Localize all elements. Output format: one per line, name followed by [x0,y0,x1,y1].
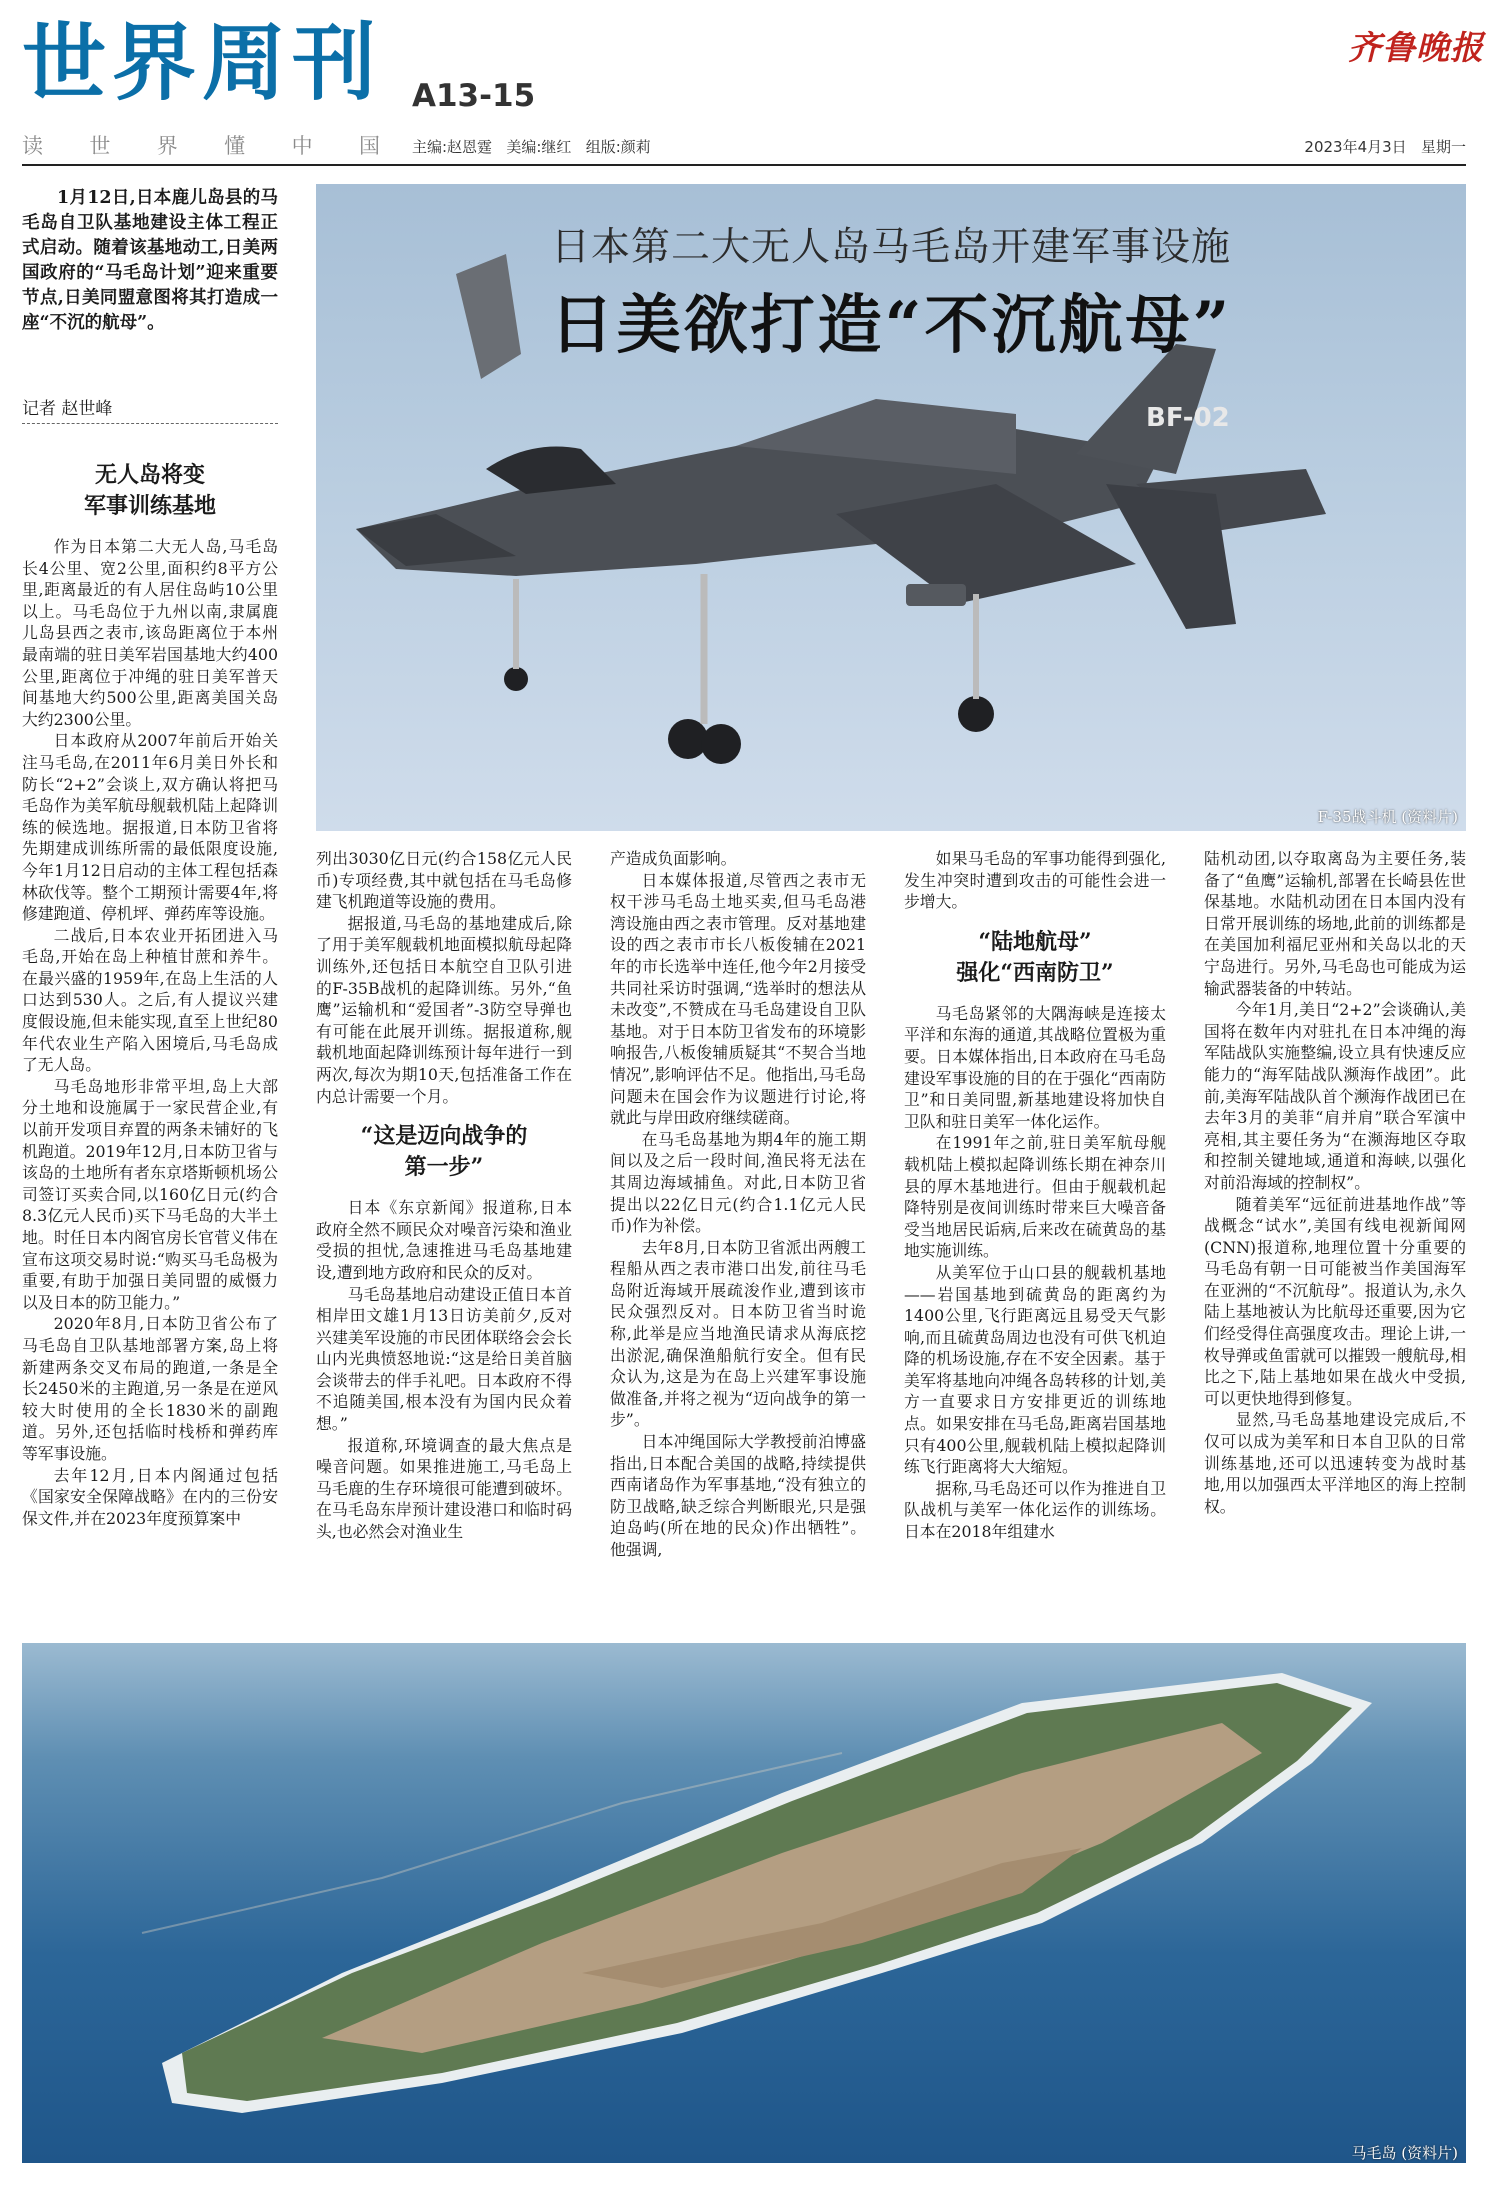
article-paragraph: 去年8月,日本防卫省派出两艘工程船从西之表市港口出发,前往马毛岛附近海域开展疏浚作业,遭到该市民众强烈反对。日本防卫省当时诡称,此举是应当地渔民请求从海底挖出淤泥,确保渔船航行安全。但有民众认为,这是为在岛上兴建军事设施做准备,并将之视为“迈向战争的第一步”。 [610,1237,866,1430]
article-paragraph: 在马毛岛基地为期4年的施工期间以及之后一段时间,渔民将无法在其周边海域捕鱼。对此,日本防卫省提出以22亿日元(约合1.1亿元人民币)作为补偿。 [610,1129,866,1236]
tagline-char: 读 [22,134,43,158]
article-paragraph: 作为日本第二大无人岛,马毛岛长4公里、宽2公里,面积约8平方公里,距离最近的有人居住岛屿10公里以上。马毛岛位于九州以南,隶属鹿儿岛县西之表市,该岛距离位于本州最南端的驻日美军岩国基地大约400公里,距离位于冲绳的驻日美军普天间基地大约500公里,距离美国关岛大约2300公里。 [22,537,278,729]
article-paragraph: 陆机动团,以夺取离岛为主要任务,装备了“鱼鹰”运输机,部署在长崎县佐世保基地。水陆机动团在日本国内没有日常开展训练的场地,此前的训练都是在美国加利福尼亚州和关岛以北的天宁岛进行。另外,马毛岛也可能成为运输武器装备的中转站。 [1204,849,1466,998]
article-paragraph: 去年12月,日本内阁通过包括《国家安全保障战略》在内的三份安保文件,并在2023年度预算案中 [22,1465,278,1528]
tagline-char: 国 [358,134,380,158]
article-paragraph: 报道称,环境调查的最大焦点是噪音问题。如果推进施工,马毛岛上马毛鹿的生存环境很可能遭到破坏。在马毛岛东岸预计建设港口和临时码头,也必然会对渔业生 [316,1435,572,1542]
section-subheading: “这是迈向战争的 第一步” [360,1123,528,1181]
island-photo-caption: 马毛岛 (资料片) [1351,2144,1458,2162]
article-paragraph: 列出3030亿日元(约合158亿元人民币)专项经费,其中就包括在马毛岛修建飞机跑道等设施的费用。 [316,849,572,912]
tagline-char: 中 [291,134,313,158]
tagline-char: 懂 [224,134,246,158]
article-paragraph: 产造成负面影响。 [610,849,737,868]
article-paragraph: 据称,马毛岛还可以作为推进自卫队战机与美军一体化运作的训练场。日本在2018年组建水 [904,1478,1166,1542]
article-paragraph: 日本冲绳国际大学教授前泊博盛指出,日本配合美国的战略,持续提供西南诸岛作为军事基地,“没有独立的防卫战略,缺乏综合判断眼光,只是强迫岛屿(所在地的民众)作出牺牲”。他强调, [610,1432,866,1559]
article-paragraph: 马毛岛地形非常平坦,岛上大部分土地和设施属于一家民营企业,有以前开发项目弃置的两条未铺好的飞机跑道。2019年12月,日本防卫省与该岛的土地所有者东京塔斯顿机场公司签订买卖合同,以160亿日元(约合8.3亿元人民币)买下马毛岛的大半土地。时任日本内阁官房长官菅义伟在宣布这项交易时说:“购买马毛岛极为重要,有助于加强日美同盟的威慑力以及日本的防卫能力。” [22,1076,278,1312]
article-column-3 [610,848,866,1642]
article-paragraph: 日本政府从2007年前后开始关注马毛岛,在2011年6月美日外长和防长“2+2”会谈上,双方确认将把马毛岛作为美军航母舰载机陆上起降训练的候选地。据报道,日本防卫省将先期建成训练所需的最低限度设施,今年1月12日启动的主体工程包括森林砍伐等。整个工期预计需要4年,将修建跑道、停机坪、弹药库等设施。 [22,731,278,924]
tagline-char: 世 [89,134,111,158]
editor-credits: 主编:赵恩霆 美编:继红 组版:颜莉 [412,138,651,156]
section-subheading: 无人岛将变 军事训练基地 [83,462,216,519]
page-number: A13-15 [412,78,536,114]
island-illustration [22,1643,1466,2163]
headline-kicker: 日本第二大无人岛马毛岛开建军事设施 [550,225,1231,270]
article-column-2 [316,848,572,1642]
article-paragraph: 如果马毛岛的军事功能得到强化,发生冲突时遭到攻击的可能性会进一步增大。 [904,849,1166,912]
article-paragraph: 二战后,日本农业开拓团进入马毛岛,开始在岛上种植甘蔗和养牛。在最兴盛的1959年,在岛上生活的人口达到530人。之后,有人提议兴建度假设施,但未能实现,直至上世纪80年代农业生产陷入困境后,马毛岛成了无人岛。 [22,925,278,1075]
tagline-char: 界 [156,134,178,158]
article-paragraph: 马毛岛紧邻的大隅海峡是连接太平洋和东海的通道,其战略位置极为重要。日本媒体指出,日本政府在马毛岛建设军事设施的目的在于强化“西南防卫”和日美同盟,新基地建设将加快自卫队和驻日美军一体化运作。 [904,1003,1166,1131]
tagline [22,130,380,160]
jet-photo-caption: F-35战斗机 (资料片) [1317,808,1458,826]
article-paragraph: 显然,马毛岛基地建设完成后,不仅可以成为美军和日本自卫队的日常训练基地,还可以迅速转变为战时基地,用以加强西太平洋地区的海上控制权。 [1204,1410,1466,1516]
article-paragraph: 今年1月,美日“2+2”会谈确认,美国将在数年内对驻扎在日本冲绳的海军陆战队实施整编,设立具有快速反应能力的“海军陆战队濒海作战团”。此前,美海军陆战队首个濒海作战团已在去年3月的美菲“肩并肩”联合军演中亮相,其主要任务为“在濒海地区夺取和控制关键地域,通道和海峡,以强化对前沿海域的控制权”。 [1204,1000,1466,1192]
masthead-title: 世界周刊 [22,14,383,112]
newspaper-logo: 齐鲁晚报 [1348,28,1484,67]
article-paragraph: 随着美军“远征前进基地作战”等战概念“试水”,美国有线电视新闻网(CNN)报道称,地理位置十分重要的马毛岛有朝一日可能被当作美国海军在亚洲的“不沉航母”。报道认为,永久陆上基地被认为比航母还重要,因为它们经受得住高强度攻击。理论上讲,一枚导弹或鱼雷就可以摧毁一艘航母,相比之下,陆上基地如果在战火中受损,可以更快地得到修复。 [1204,1194,1466,1408]
article-paragraph: 在1991年之前,驻日美军航母舰载机陆上模拟起降训练长期在神奈川县的厚木基地进行。但由于舰载机起降特别是夜间训练时带来巨大噪音备受当地居民诟病,后来改在硫黄岛的基地实施训练。 [904,1133,1166,1261]
mageshima-island-photo [22,1643,1466,2163]
article-paragraph: 2020年8月,日本防卫省公布了马毛岛自卫队基地部署方案,岛上将新建两条交叉布局的跑道,一条是全长2450米的主跑道,另一条是在逆风较大时使用的全长1830米的副跑道。另外,还包括临时栈桥和弹药库等军事设施。 [22,1314,278,1463]
reporter-byline: 记者 赵世峰 [22,394,278,424]
article-paragraph: 日本媒体报道,尽管西之表市无权干涉马毛岛土地买卖,但马毛岛港湾设施由西之表市管理。反对基地建设的西之表市市长八板俊辅在2021年的市长选举中连任,他今年2月接受共同社采访时强调,“选举时的想法从未改变”,不赞成在马毛岛建设自卫队基地。对于日本防卫省发布的环境影响报告,八板俊辅质疑其“不契合当地情况”,影响评估不足。他指出,马毛岛问题未在国会作为议题进行讨论,将就此与岸田政府继续磋商。 [610,870,866,1128]
article-column-1 [22,446,278,1642]
article-paragraph: 日本《东京新闻》报道称,日本政府全然不顾民众对噪音污染和渔业受损的担忧,急速推进马毛岛基地建设,遭到地方政府和民众的反对。 [316,1198,572,1282]
article-column-5 [1204,848,1466,1642]
article-intro: 1月12日,日本鹿儿岛县的马毛岛自卫队基地建设主体工程正式启动。随着该基地动工,日美两国政府的“马毛岛计划”迎来重要节点,日美同盟意图将其打造成一座“不沉的航母”。 [22,188,278,333]
article-paragraph: 马毛岛基地启动建设正值日本首相岸田文雄1月13日访美前夕,反对兴建美军设施的市民团体联络会会长山内光典愤怒地说:“这是给日美首脑会谈带去的伴手礼吧。日本政府不得不追随美国,根本没有为国内民众着想。” [316,1284,572,1434]
section-subheading: “陆地航母” 强化“西南防卫” [956,928,1114,986]
article-column-4 [904,848,1166,1642]
article-paragraph: 据报道,马毛岛的基地建成后,除了用于美军舰载机地面模拟航母起降训练外,还包括日本航空自卫队引进的F-35B战机的起降训练。另外,“鱼鹰”运输机和“爱国者”-3防空导弹也有可能在此展开训练。据报道称,舰载机地面起降训练预计每年进行一到两次,每次为期10天,包括准备工作在内总计需要一个月。 [316,913,572,1106]
jet-tail-code: BF-02 [1146,403,1230,433]
header-rule [22,164,1466,166]
article-paragraph: 从美军位于山口县的舰载机基地——岩国基地到硫黄岛的距离约为1400公里,飞行距离远且易受天气影响,而且硫黄岛周边也没有可供飞机迫降的机场设施,存在不安全因素。基于美军将基地向冲绳各岛转移的计划,美方一直要求日方安排更近的训练地点。如果安排在马毛岛,距离岩国基地只有400公里,舰载机陆上模拟起降训练飞行距离将大大缩短。 [904,1262,1166,1477]
headline-main: 日美欲打造“不沉航母” [549,288,1233,363]
issue-date: 2023年4月3日 星期一 [1304,138,1466,156]
